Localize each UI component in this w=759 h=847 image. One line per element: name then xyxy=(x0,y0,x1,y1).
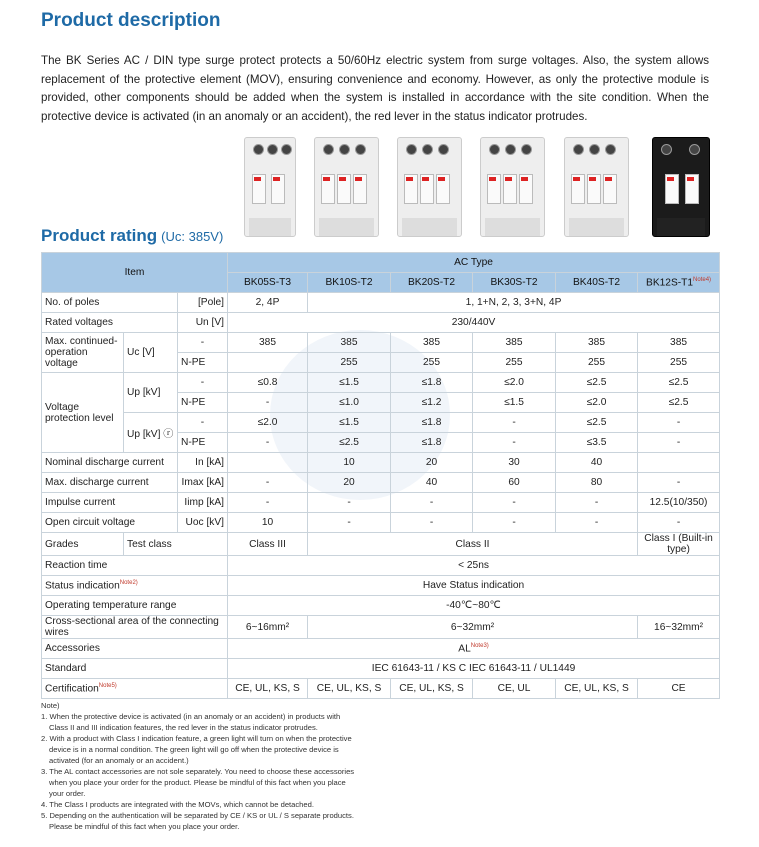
product-description: The BK Series AC / DIN type surge protect protects a 50/60Hz electric system from surge voltages. Also, the system allows replacement of the protective element (MOV), ensuring convenience and economy. However, as only the protective module is provided, other components should be added when the system is installed in accordance with the site condition. When the protective device is activated (in an anomaly or an accident), the red lever in the status indicator protrudes. xyxy=(41,54,709,123)
model-header: BK30S-T2 xyxy=(473,273,556,293)
device-image-bk10s xyxy=(314,137,379,237)
table-row: Up [kV] ⓡ - ≤2.0 ≤1.5 ≤1.8 - ≤2.5 - xyxy=(42,413,720,433)
model-header: BK12S-T1$^{Note4)}$ xyxy=(638,273,720,293)
table-row: Max. continued-operation voltage Uc [V] - 385 385 385 385 385 385 xyxy=(42,333,720,353)
table-row: N-PE - ≤1.0 ≤1.2 ≤1.5 ≤2.0 ≤2.5 xyxy=(42,393,720,413)
device-image-bk05s xyxy=(244,137,296,237)
table-row: Reaction time < 25ns xyxy=(42,556,720,576)
table-row: Operating temperature range -40℃~80℃ xyxy=(42,596,720,616)
table-row: N-PE 255 255 255 255 255 xyxy=(42,353,720,373)
table-row: N-PE - ≤2.5 ≤1.8 - ≤3.5 - xyxy=(42,433,720,453)
notes xyxy=(41,700,361,832)
table-row: Max. discharge current Imax [kA] - 20 40 60 80 - xyxy=(42,473,720,493)
product-rating-table xyxy=(41,252,720,699)
note-item: 5. Depending on the authentication will be separated by CE / KS or UL / S separate products. Please be mindful of this fact when you place your order. xyxy=(41,811,354,831)
page-title: Product description xyxy=(41,10,221,31)
note-item: 2. With a product with Class I indication feature, a green light will turn on when the protective device is in a normal condition. The green light will go off when the protective device is activated (for an anomaly or an accident.) xyxy=(41,734,352,765)
device-image-bk40s xyxy=(564,137,629,237)
table-row: Open circuit voltage Uoc [kV] 10 - - - - - xyxy=(42,513,720,533)
device-image-bk12s xyxy=(652,137,710,237)
model-header: BK05S-T3 xyxy=(228,273,308,293)
note-item: 3. The AL contact accessories are not sole separately. You need to choose these accessories when you place your order for the product. Please be mindful of this fact when you place your order. xyxy=(41,767,355,798)
model-header: BK40S-T2 xyxy=(556,273,638,293)
table-row: Certification$^{Note5)}$ CE, UL, KS, S CE, UL, KS, S CE, UL, KS, S CE, UL CE, UL, KS, S CE xyxy=(42,679,720,699)
model-header: BK20S-T2 xyxy=(391,273,473,293)
device-image-bk30s xyxy=(480,137,545,237)
table-row: Cross-sectional area of the connecting wires 6~16mm² 6~32mm² 16~32mm² xyxy=(42,616,720,639)
table-row: Grades Test class Class III Class II Class I (Built-in type) xyxy=(42,533,720,556)
table-row: Status indication$^{Note2)}$ Have Status indication xyxy=(42,576,720,596)
device-image-bk20s xyxy=(397,137,462,237)
header-ac-type: AC Type xyxy=(228,253,720,273)
model-header: BK10S-T2 xyxy=(308,273,391,293)
note-item: 4. The Class I products are integrated with the MOVs, which cannot be detached. xyxy=(41,800,314,809)
table-row: Impulse current Iimp [kA] - - - - - 12.5(10/350) xyxy=(42,493,720,513)
table-row: Standard IEC 61643-11 / KS C IEC 61643-11 / UL1449 xyxy=(42,659,720,679)
rating-title: Product rating (Uc: 385V) xyxy=(41,226,224,245)
product-images xyxy=(244,137,714,237)
note-item: 1. When the protective device is activated (in an anomaly or an accident) in products with Class II and III indication features, the red lever in the status indicator protrudes. xyxy=(41,712,341,732)
table-row: Nominal discharge current In [kA] 10 20 30 40 xyxy=(42,453,720,473)
table-row: Accessories AL$^{Note3)}$ xyxy=(42,639,720,659)
table-row: Voltage protection level Up [kV] - ≤0.8 ≤1.5 ≤1.8 ≤2.0 ≤2.5 ≤2.5 xyxy=(42,373,720,393)
notes-heading: Note) xyxy=(41,701,60,710)
header-item: Item xyxy=(42,253,228,293)
table-row: Rated voltages Un [V] 230/440V xyxy=(42,313,720,333)
table-row: No. of poles [Pole] 2, 4P 1, 1+N, 2, 3, 3+N, 4P xyxy=(42,293,720,313)
